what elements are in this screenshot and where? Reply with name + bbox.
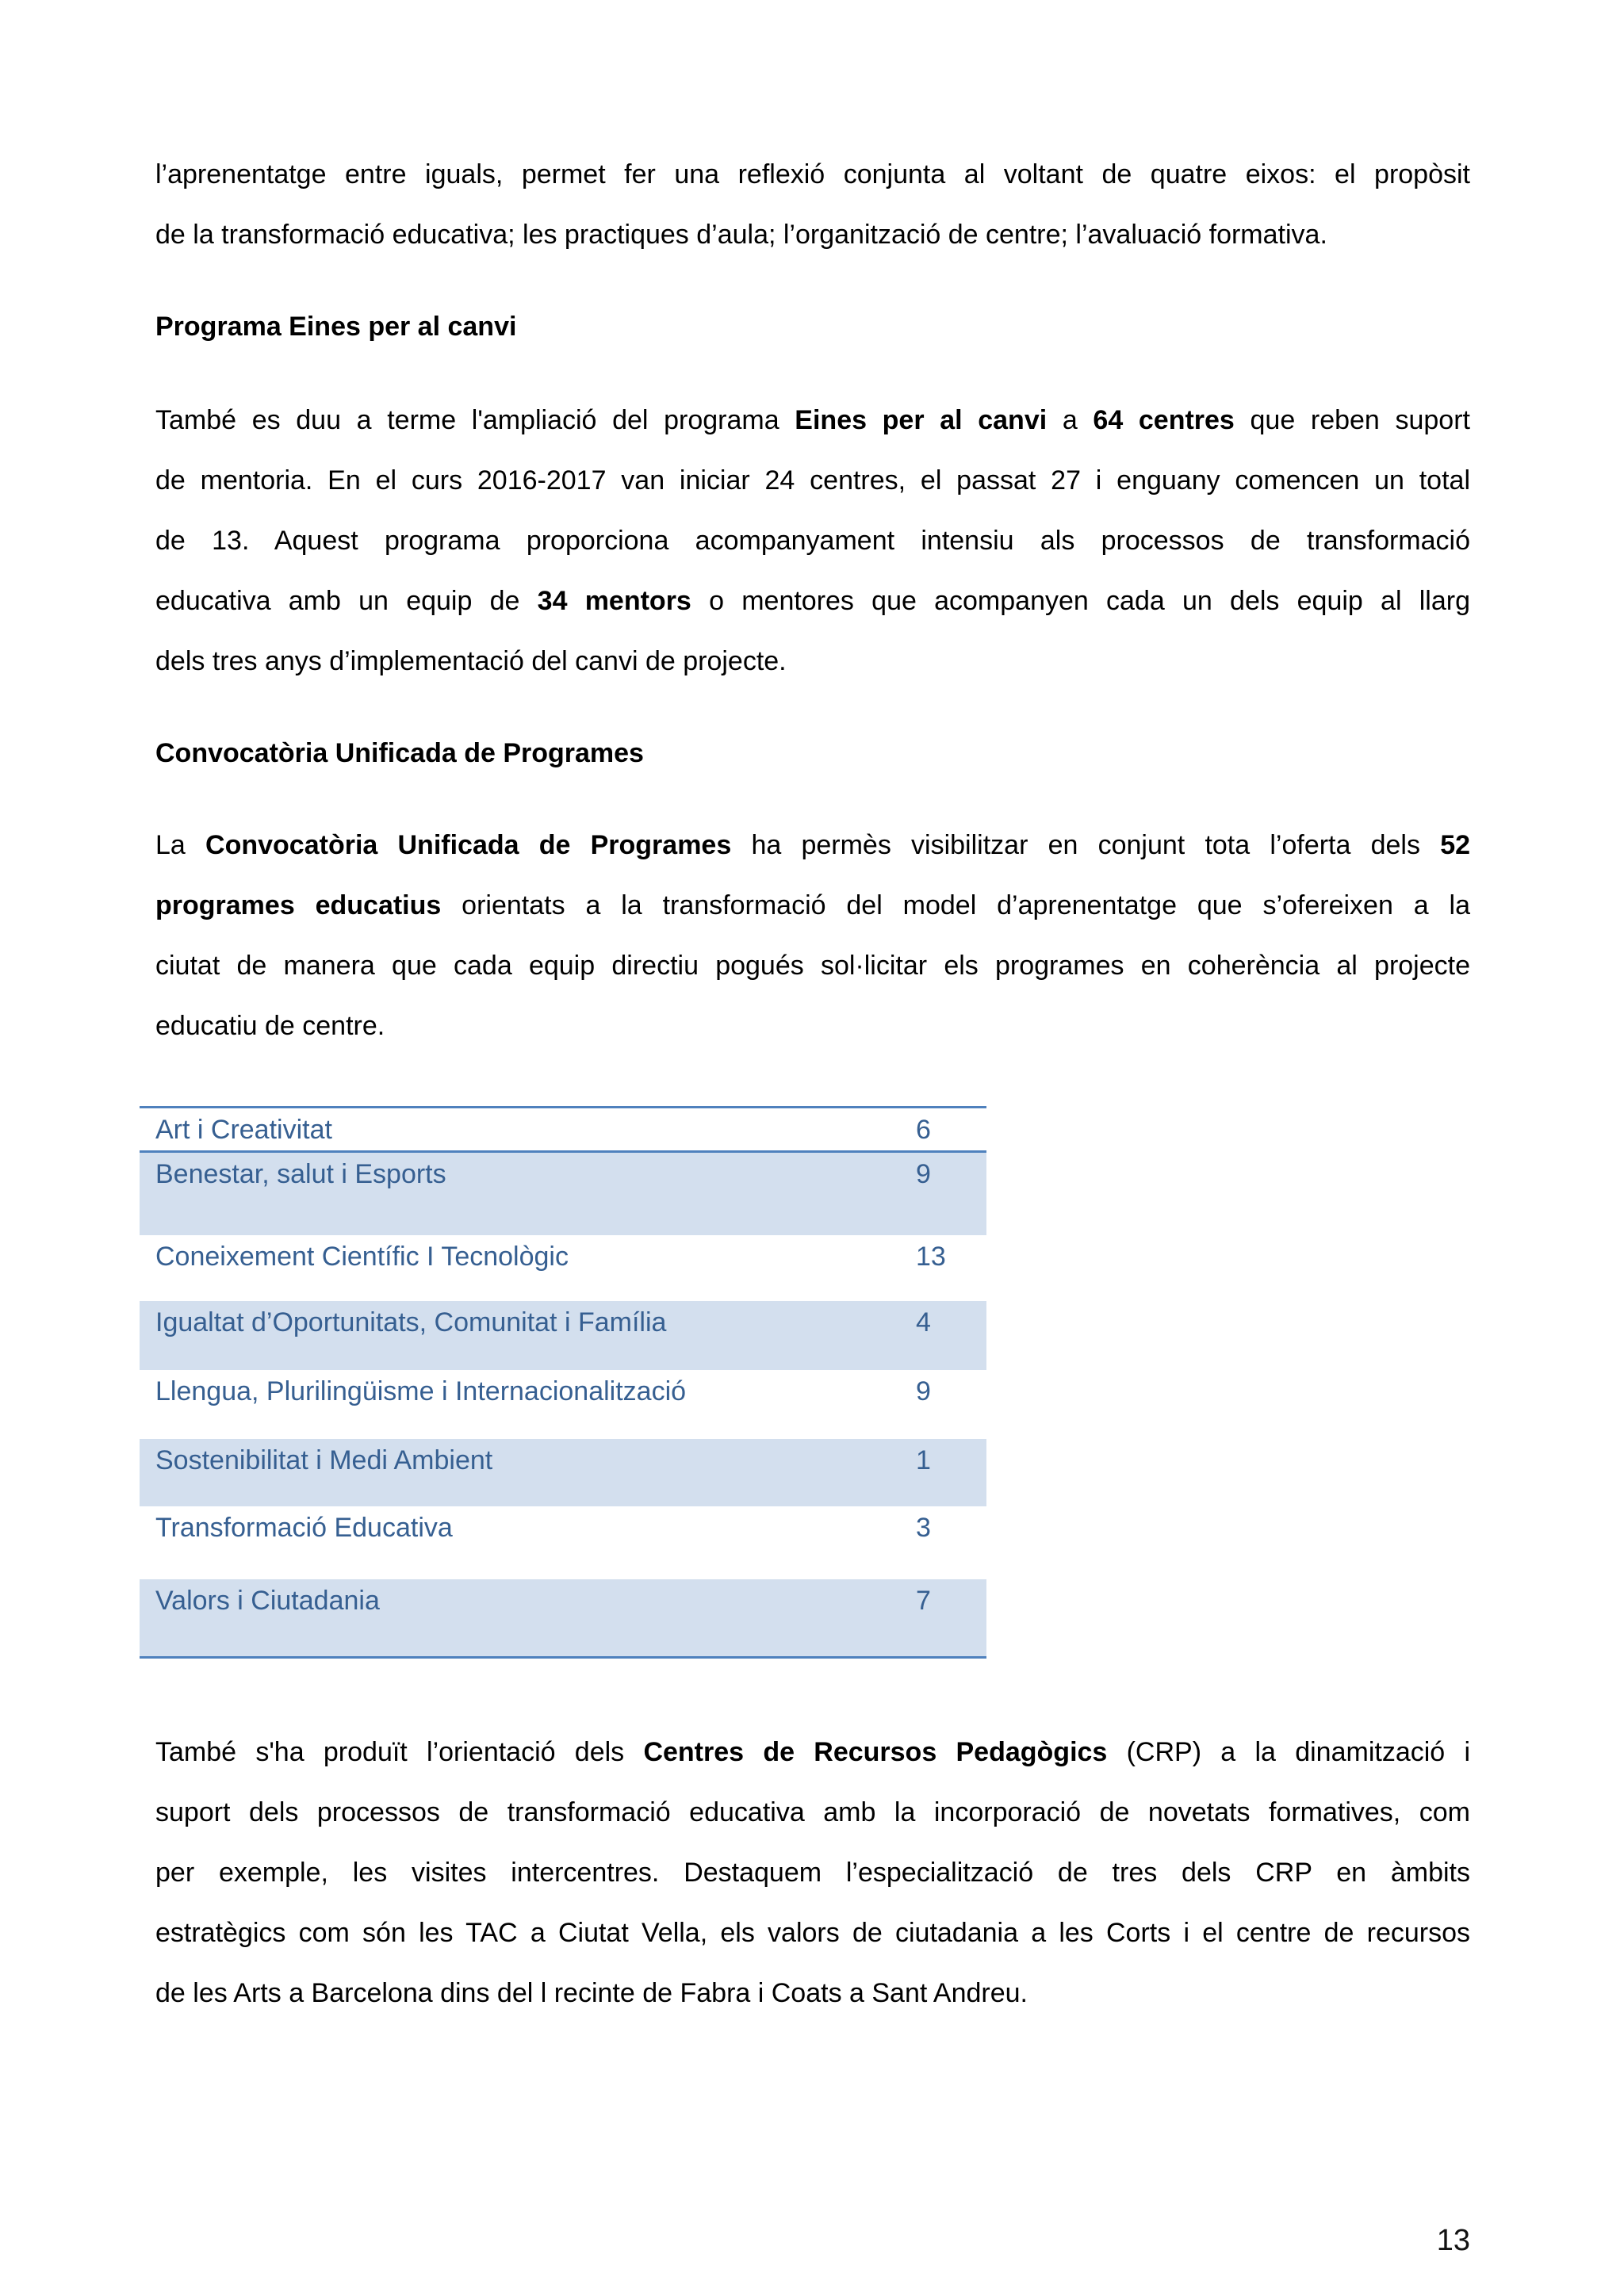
programs-table (140, 1106, 986, 1659)
count-cell: 9 (916, 1376, 931, 1406)
category-cell: Coneixement Científic I Tecnològic (155, 1242, 569, 1272)
text-line (155, 631, 1470, 691)
text-run: suport dels processos de transformació educativa amb la incorporació de novetats formatives, com (155, 1797, 1470, 1827)
text-line (155, 1722, 1470, 1782)
bold-text-run: programes educatius (155, 890, 442, 920)
text-line (155, 815, 1470, 875)
text-run: (CRP) a la dinamització i (1107, 1737, 1471, 1767)
text-run: a (1047, 405, 1094, 435)
count-cell: 6 (916, 1115, 931, 1145)
bold-text-run: 34 mentors (537, 586, 691, 616)
table-row (140, 1108, 986, 1153)
text-run: de la transformació educativa; les practiques d’aula; l’organització de centre; l’avaluació formativa. (155, 220, 1327, 250)
bold-text-run: Convocatòria Unificada de Programes (205, 830, 732, 860)
text-run: educatiu de centre. (155, 1011, 385, 1041)
paragraph (155, 390, 1470, 691)
category-cell: Valors i Ciutadania (155, 1586, 380, 1616)
paragraph (155, 815, 1470, 1056)
text-run: educativa amb un equip de (155, 586, 538, 616)
text-run: orientats a la transformació del model d’aprenentatge que s’ofereixen a la (441, 890, 1470, 920)
text-run: També s'ha produït l’orientació dels (155, 1737, 644, 1767)
text-line (155, 1843, 1470, 1903)
text-run: l’aprenentatge entre iguals, permet fer una reflexió conjunta al voltant de quatre eixos: el propòsit (155, 159, 1470, 189)
text-run: La (155, 830, 206, 860)
count-cell: 9 (916, 1159, 931, 1189)
section-heading: Convocatòria Unificada de Programes (155, 738, 644, 768)
table-row (140, 1439, 986, 1506)
section-heading: Programa Eines per al canvi (155, 312, 517, 342)
text-run: ha permès visibilitzar en conjunt tota l’oferta dels (731, 830, 1441, 860)
table-row (140, 1370, 986, 1439)
text-line (155, 144, 1470, 205)
table-row (140, 1235, 986, 1301)
category-cell: Benestar, salut i Esports (155, 1159, 446, 1189)
category-cell: Art i Creativitat (155, 1115, 332, 1145)
text-run: estratègics com són les TAC a Ciutat Vella, els valors de ciutadania a les Corts i el centre de recursos (155, 1918, 1470, 1948)
paragraph (155, 144, 1470, 265)
count-cell: 3 (916, 1513, 931, 1543)
text-line (155, 875, 1470, 936)
text-line (155, 205, 1470, 265)
count-cell: 7 (916, 1586, 931, 1616)
table-row (140, 1153, 986, 1235)
text-line (155, 996, 1470, 1056)
text-run: per exemple, les visites intercentres. Destaquem l’especialització de tres dels CRP en àmbits (155, 1858, 1470, 1888)
text-line (155, 1963, 1470, 2023)
page-number: 13 (1436, 2224, 1470, 2257)
text-run: També es duu a terme l'ampliació del programa (155, 405, 795, 435)
text-run: o mentores que acompanyen cada un dels equip al llarg (691, 586, 1470, 616)
category-cell: Llengua, Plurilingüisme i Internacionalització (155, 1376, 687, 1406)
table-row (140, 1579, 986, 1656)
paragraph (155, 1722, 1470, 2023)
count-cell: 1 (916, 1445, 931, 1475)
bold-text-run: Centres de Recursos Pedagògics (643, 1737, 1108, 1767)
text-run: que reben suport (1234, 405, 1470, 435)
category-cell: Igualtat d’Oportunitats, Comunitat i Família (155, 1307, 667, 1337)
text-run: de les Arts a Barcelona dins del l recinte de Fabra i Coats a Sant Andreu. (155, 1978, 1028, 2008)
bold-text-run: 64 centres (1093, 405, 1235, 435)
text-run: de 13. Aquest programa proporciona acompanyament intensiu als processos de transformació (155, 526, 1470, 556)
table-row (140, 1301, 986, 1370)
text-line (155, 936, 1470, 996)
category-cell: Transformació Educativa (155, 1513, 453, 1543)
text-line (155, 511, 1470, 571)
text-line (155, 571, 1470, 631)
text-line (155, 1782, 1470, 1843)
category-cell: Sostenibilitat i Medi Ambient (155, 1445, 493, 1475)
bold-text-run: Eines per al canvi (795, 405, 1048, 435)
table-row (140, 1506, 986, 1579)
text-run: ciutat de manera que cada equip directiu pogués sol·licitar els programes en coherència al projecte (155, 951, 1470, 981)
text-line (155, 1903, 1470, 1963)
text-line (155, 390, 1470, 450)
bold-text-run: 52 (1440, 830, 1471, 860)
text-line (155, 450, 1470, 511)
count-cell: 13 (916, 1242, 946, 1272)
text-run: dels tres anys d’implementació del canvi de projecte. (155, 646, 787, 676)
text-run: de mentoria. En el curs 2016-2017 van iniciar 24 centres, el passat 27 i enguany comencen un total (155, 465, 1470, 496)
count-cell: 4 (916, 1307, 931, 1337)
